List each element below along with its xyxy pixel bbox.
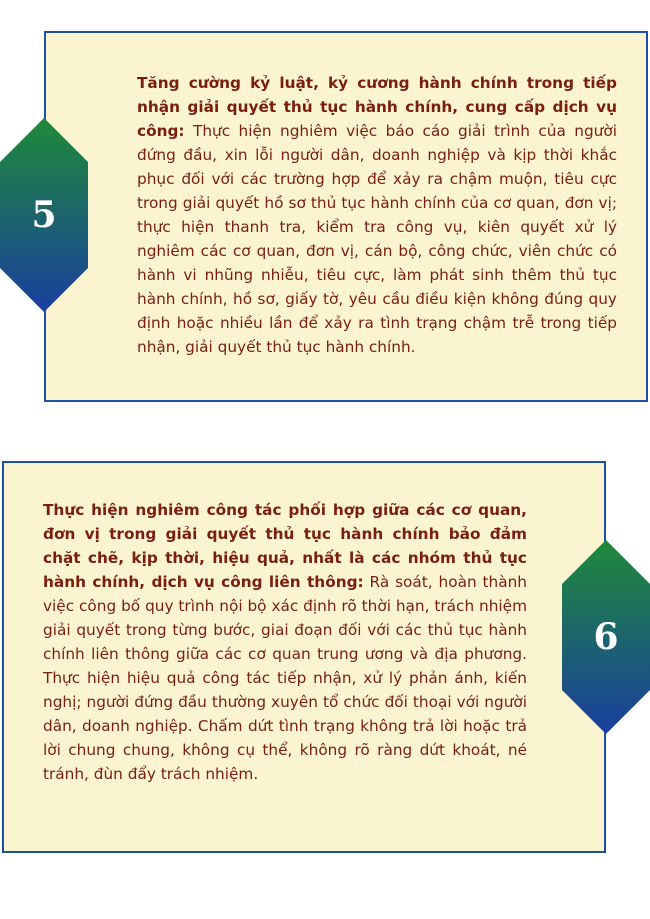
badge-number: 5 [31, 194, 57, 236]
item-card-5 [44, 31, 648, 402]
number-badge-5 [0, 118, 88, 312]
item-heading: Tăng cường kỷ luật, kỷ cương hành chính trong tiếp nhận giải quyết thủ tục hành chính, cung cấp dịch vụ công: [137, 74, 617, 140]
item-heading: Thực hiện nghiêm công tác phối hợp giữa các cơ quan, đơn vị trong giải quyết thủ tục hành chính bảo đảm chặt chẽ, kịp thời, hiệu quả, nhất là các nhóm thủ tục hành chính, dịch vụ công liên thông: [43, 501, 527, 591]
item-text [137, 71, 617, 359]
item-body: Rà soát, hoàn thành việc công bố quy trình nội bộ xác định rõ thời hạn, trách nhiệm giải quyết trong từng bước, giai đoạn đối với các thủ tục hành chính liên thông giữa các cơ quan trung ương và địa phương. Thực hiện hiệu quả công tác tiếp nhận, xử lý phản ánh, kiến nghị; người đứng đầu thường xuyên tổ chức đối thoại với người dân, doanh nghiệp. Chấm dứt tình trạng không trả lời hoặc trả lời chung chung, không cụ thể, không rõ ràng dứt khoát, né tránh, đùn đẩy trách nhiệm. [43, 573, 527, 783]
item-text [43, 498, 527, 786]
number-badge-6 [562, 540, 650, 734]
badge-number: 6 [593, 616, 619, 658]
item-card-6 [2, 461, 606, 853]
item-body: Thực hiện nghiêm việc báo cáo giải trình của người đứng đầu, xin lỗi người dân, doanh nghiệp và kịp thời khắc phục đối với các trường hợp để xảy ra chậm muộn, tiêu cực trong giải quyết hồ sơ thủ tục hành chính của cơ quan, đơn vị; thực hiện thanh tra, kiểm tra công vụ, kiên quyết xử lý nghiêm các cơ quan, đơn vị, cán bộ, công chức, viên chức có hành vi nhũng nhiễu, tiêu cực, làm phát sinh thêm thủ tục hành chính, hồ sơ, giấy tờ, yêu cầu điều kiện không đúng quy định hoặc nhiều lần để xảy ra tình trạng chậm trễ trong tiếp nhận, giải quyết thủ tục hành chính. [137, 122, 617, 356]
